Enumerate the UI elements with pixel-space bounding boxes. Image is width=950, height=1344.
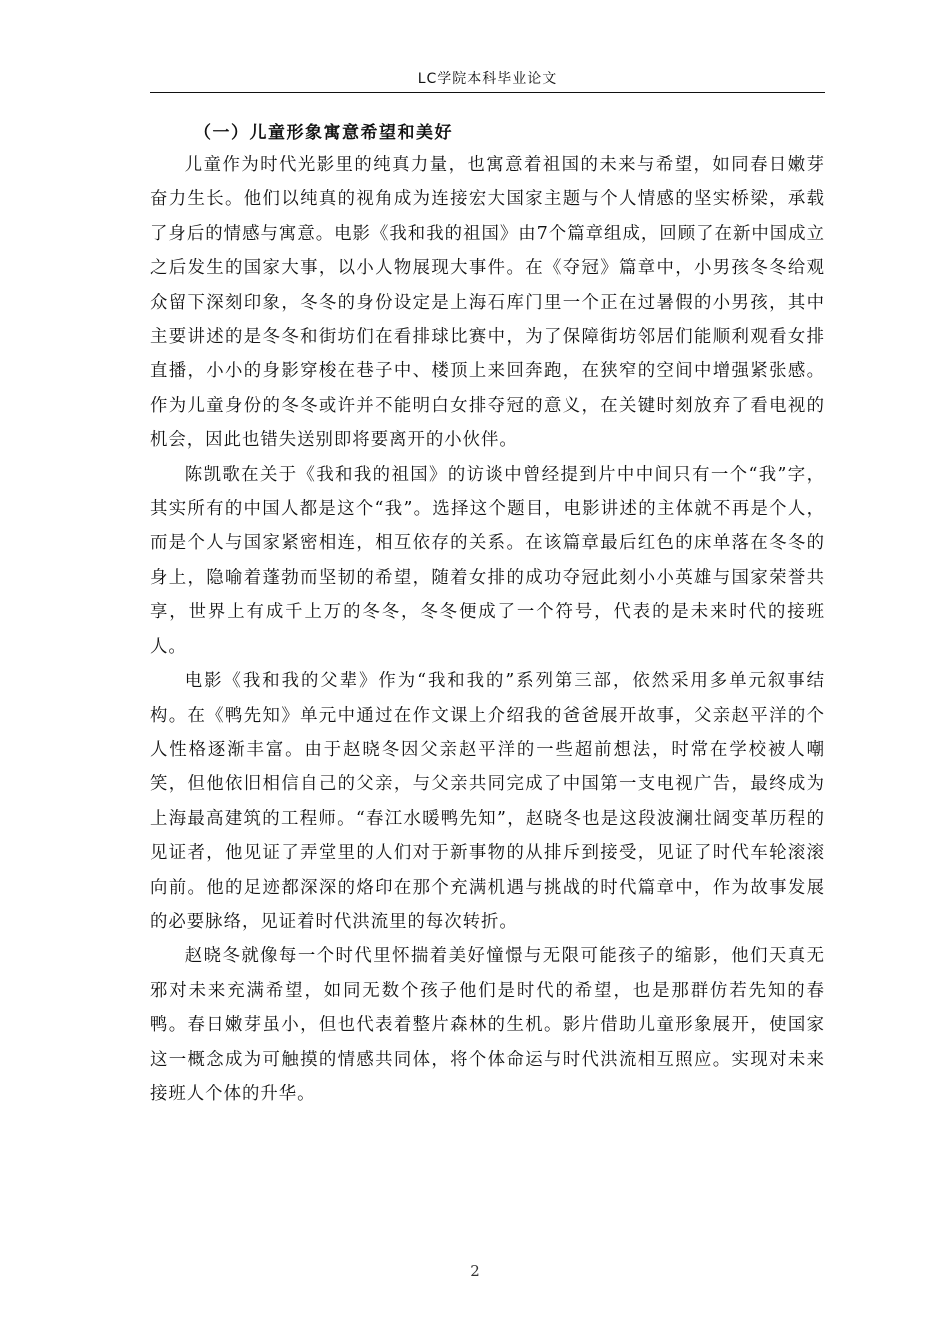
header-divider bbox=[150, 92, 825, 93]
body-paragraph-3: 电影《我和我的父辈》作为“我和我的”系列第三部，依然采用多单元叙事结构。在《鸭先知》单元中通过在作文课上介绍我的爸爸展开故事，父亲赵平洋的个人性格逐渐丰富。由于赵晓冬因父亲赵平洋的一些超前想法，时常在学校被人嘲笑，但他依旧相信自己的父亲，与父亲共同完成了中国第一支电视广告，最终成为上海最高建筑的工程师。“春江水暖鸭先知”，赵晓冬也是这段波澜壮阔变革历程的见证者，他见证了弄堂里的人们对于新事物的从排斥到接受，见证了时代车轮滚滚向前。他的足迹都深深的烙印在那个充满机遇与挑战的时代篇章中，作为故事发展的必要脉络，见证着时代洪流里的每次转折。 bbox=[150, 671, 825, 932]
page-body bbox=[150, 118, 825, 1111]
running-header: LC学院本科毕业论文 bbox=[417, 71, 558, 87]
section-heading: （一）儿童形象寓意希望和美好 bbox=[194, 123, 453, 143]
page-number: 2 bbox=[470, 1262, 480, 1280]
body-paragraph-1: 儿童作为时代光影里的纯真力量，也寓意着祖国的未来与希望，如同春日嫩芽奋力生长。他们以纯真的视角成为连接宏大国家主题与个人情感的坚实桥梁，承载了身后的情感与寓意。电影《我和我的祖国》由7个篇章组成，回顾了在新中国成立之后发生的国家大事，以小人物展现大事件。在《夺冠》篇章中，小男孩冬冬给观众留下深刻印象，冬冬的身份设定是上海石库门里一个正在过暑假的小男孩，其中主要讲述的是冬冬和街坊们在看排球比赛中，为了保障街坊邻居们能顺利观看女排直播，小小的身影穿梭在巷子中、楼顶上来回奔跑，在狭窄的空间中增强紧张感。作为儿童身份的冬冬或许并不能明白女排夺冠的意义，在关键时刻放弃了看电视的机会，因此也错失送别即将要离开的小伙伴。 bbox=[150, 155, 825, 451]
body-paragraph-2: 陈凯歌在关于《我和我的祖国》的访谈中曾经提到片中中间只有一个“我”字，其实所有的中国人都是这个“我”。选择这个题目，电影讲述的主体就不再是个人，而是个人与国家紧密相连，相互依存的关系。在该篇章最后红色的床单落在冬冬的身上，隐喻着蓬勃而坚韧的希望，随着女排的成功夺冠此刻小小英雄与国家荣誉共享，世界上有成千上万的冬冬，冬冬便成了一个符号，代表的是未来时代的接班人。 bbox=[150, 464, 825, 657]
body-paragraph-4: 赵晓冬就像每一个时代里怀揣着美好憧憬与无限可能孩子的缩影，他们天真无邪对未来充满希望，如同无数个孩子他们是时代的希望，也是那群仿若先知的春鸭。春日嫩芽虽小，但也代表着整片森林的生机。影片借助儿童形象展开，使国家这一概念成为可触摸的情感共同体，将个体命运与时代洪流相互照应。实现对未来接班人个体的升华。 bbox=[150, 946, 825, 1104]
